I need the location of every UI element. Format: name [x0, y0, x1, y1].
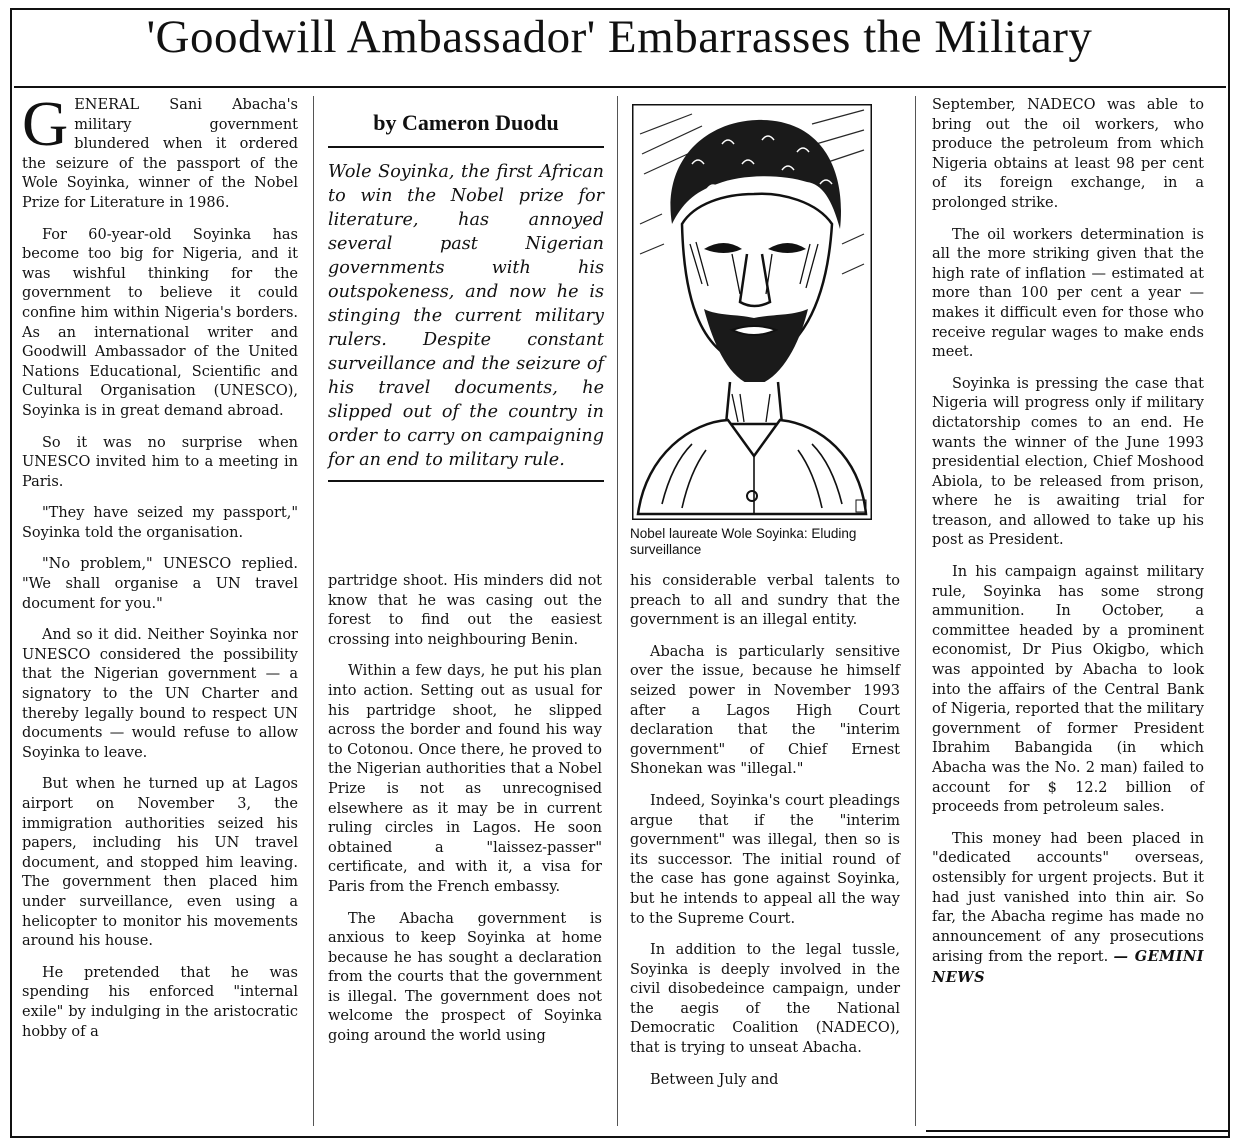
paragraph: And so it did. Neither Soyinka nor UNESCO considered the possibility that the Nigerian government — a signatory to the UN Charter and thereby legally bound to respect UN documents — would refuse to allow Soyinka to leave.	[22, 627, 298, 761]
paragraph: But when he turned up at Lagos airport on November 3, the immigration authorities seized his papers, including his UN travel document, and stopped him leaving. The government then placed him under surveillance, even using a helicopter to monitor his movements around his house.	[22, 776, 298, 950]
paragraph: Indeed, Soyinka's court pleadings argue that if the "interim government" was illegal, then so is its successor. The initial round of the case has gone against Soyinka, but he intends to appeal all the way to the Supreme Court.	[630, 792, 900, 927]
standfirst: Wole Soyinka, the first African to win the Nobel prize for literature, has annoyed several past Nigerian governments with his outspokeness, and now he is stinging the current military rulers. Despite constant surveillance and the seizure of his travel documents, he slipped out of the country in order to carry on campaigning for an end to military rule.	[328, 160, 604, 482]
article-column-3	[630, 572, 900, 1102]
article-column-1	[22, 88, 298, 1054]
paragraph: partridge shoot. His minders did not know that he was casing out the forest to find out the easiest crossing into neighbouring Benin.	[328, 573, 602, 648]
paragraph: The oil workers determination is all the more striking given that the high rate of inflation — estimated at more than 100 per cent a year — makes it difficult even for those who receive regular wages to make ends meet.	[932, 226, 1204, 361]
paragraph: Between July and	[650, 1071, 779, 1088]
paragraph	[932, 830, 1204, 989]
article-headline: 'Goodwill Ambassador' Embarrasses the Military	[146, 11, 1093, 63]
paragraph: "They have seized my passport," Soyinka told the organisation.	[22, 505, 298, 541]
column-divider	[617, 96, 618, 1126]
paragraph: September, NADECO was able to bring out the oil workers, who produce the petroleum from which Nigeria obtains at least 98 per cent of its foreign exchange, in a prolonged strike.	[932, 97, 1204, 211]
paragraph: In his campaign against military rule, Soyinka has some strong ammunition. In October, a committee headed by a prominent economist, Dr Pius Okigbo, which was appointed by Abacha to look into the affairs of the Central Bank of Nigeria, reported that the military government of former President Ibrahim Babangida (in which Abacha was the No. 2 man) failed to account for $ 12.2 billion of proceeds from petroleum sales.	[932, 564, 1204, 816]
end-rule	[926, 1130, 1228, 1132]
byline-box	[328, 98, 604, 482]
headline-rule	[14, 86, 1226, 88]
column-divider	[313, 96, 314, 1126]
photo-caption: Nobel laureate Wole Soyinka: Eluding surveillance	[630, 526, 857, 557]
paragraph-text: ENERAL Sani Abacha's military government blundered when it ordered the seizure of the passport of the Wole Soyinka, winner of the Nobel Prize for Literature in 1986.	[22, 97, 298, 211]
article-column-4	[932, 96, 1204, 989]
paragraph: The Abacha government is anxious to keep Soyinka at home because he has sought a declaration from the courts that the government is illegal. The government does not welcome the prospect of Soyinka going around the world using	[328, 910, 602, 1045]
paragraph: Abacha is particularly sensitive over the issue, because he himself seized power in November 1993 after a Lagos High Court declaration that the "interim government" of Chief Ernest Shonekan was "illegal."	[630, 643, 900, 778]
paragraph: "No problem," UNESCO replied. "We shall organise a UN travel document for you."	[22, 556, 298, 612]
drop-cap: G	[22, 88, 69, 159]
paragraph: For 60-year-old Soyinka has become too big for Nigeria, and it was wishful thinking for the government to believe it could confine him within Nigeria's borders. As an international writer and Goodwill Ambassador of the United Nations Educational, Scientific and Cultural Organisation (UNESCO), Soyinka is in great demand abroad.	[22, 226, 298, 419]
paragraph: He pretended that he was spending his enforced "internal exile" by indulging in the aristocratic hobby of a	[22, 964, 298, 1040]
paragraph: In addition to the legal tussle, Soyinka is deeply involved in the civil disobedeince campaign, under the aegis of the National Democratic Coalition (NADECO), that is trying to unseat Abacha.	[630, 942, 900, 1057]
paragraph: Within a few days, he put his plan into action. Setting out as usual for his partridge shoot, he slipped across the border and found his way to Cotonou. Once there, he proved to the Nigerian authorities that a Nobel Prize is not as unrecognised elsewhere as it may be in current ruling circles in Lagos. He soon obtained a "laissez-passer" certificate, and with it, a visa for Paris from the French embassy.	[328, 663, 602, 895]
paragraph	[22, 88, 298, 214]
column-divider	[915, 96, 916, 1126]
paragraph: Soyinka is pressing the case that Nigeria will progress only if military dictatorship comes to an end. He wants the winner of the June 1993 presidential election, Chief Moshood Abiola, to be released from prison, where he is awaiting trial for treason, and allowed to take up his post as President.	[932, 375, 1204, 549]
paragraph-text: This money had been placed in "dedicated accounts" overseas, ostensibly for urgent projects. But it had just vanished into thin air. So far, the Abacha regime has made no announcement of any prosecutions arising from the report.	[932, 830, 1204, 966]
portrait-illustration	[632, 104, 872, 520]
article-column-2	[328, 572, 602, 1059]
paragraph: his considerable verbal talents to preach to all and sundry that the government is an illegal entity.	[630, 573, 900, 629]
byline: by Cameron Duodu	[328, 98, 604, 148]
source-credit: — GEMINI NEWS	[932, 948, 1205, 986]
paragraph: So it was no surprise when UNESCO invited him to a meeting in Paris.	[22, 434, 298, 490]
